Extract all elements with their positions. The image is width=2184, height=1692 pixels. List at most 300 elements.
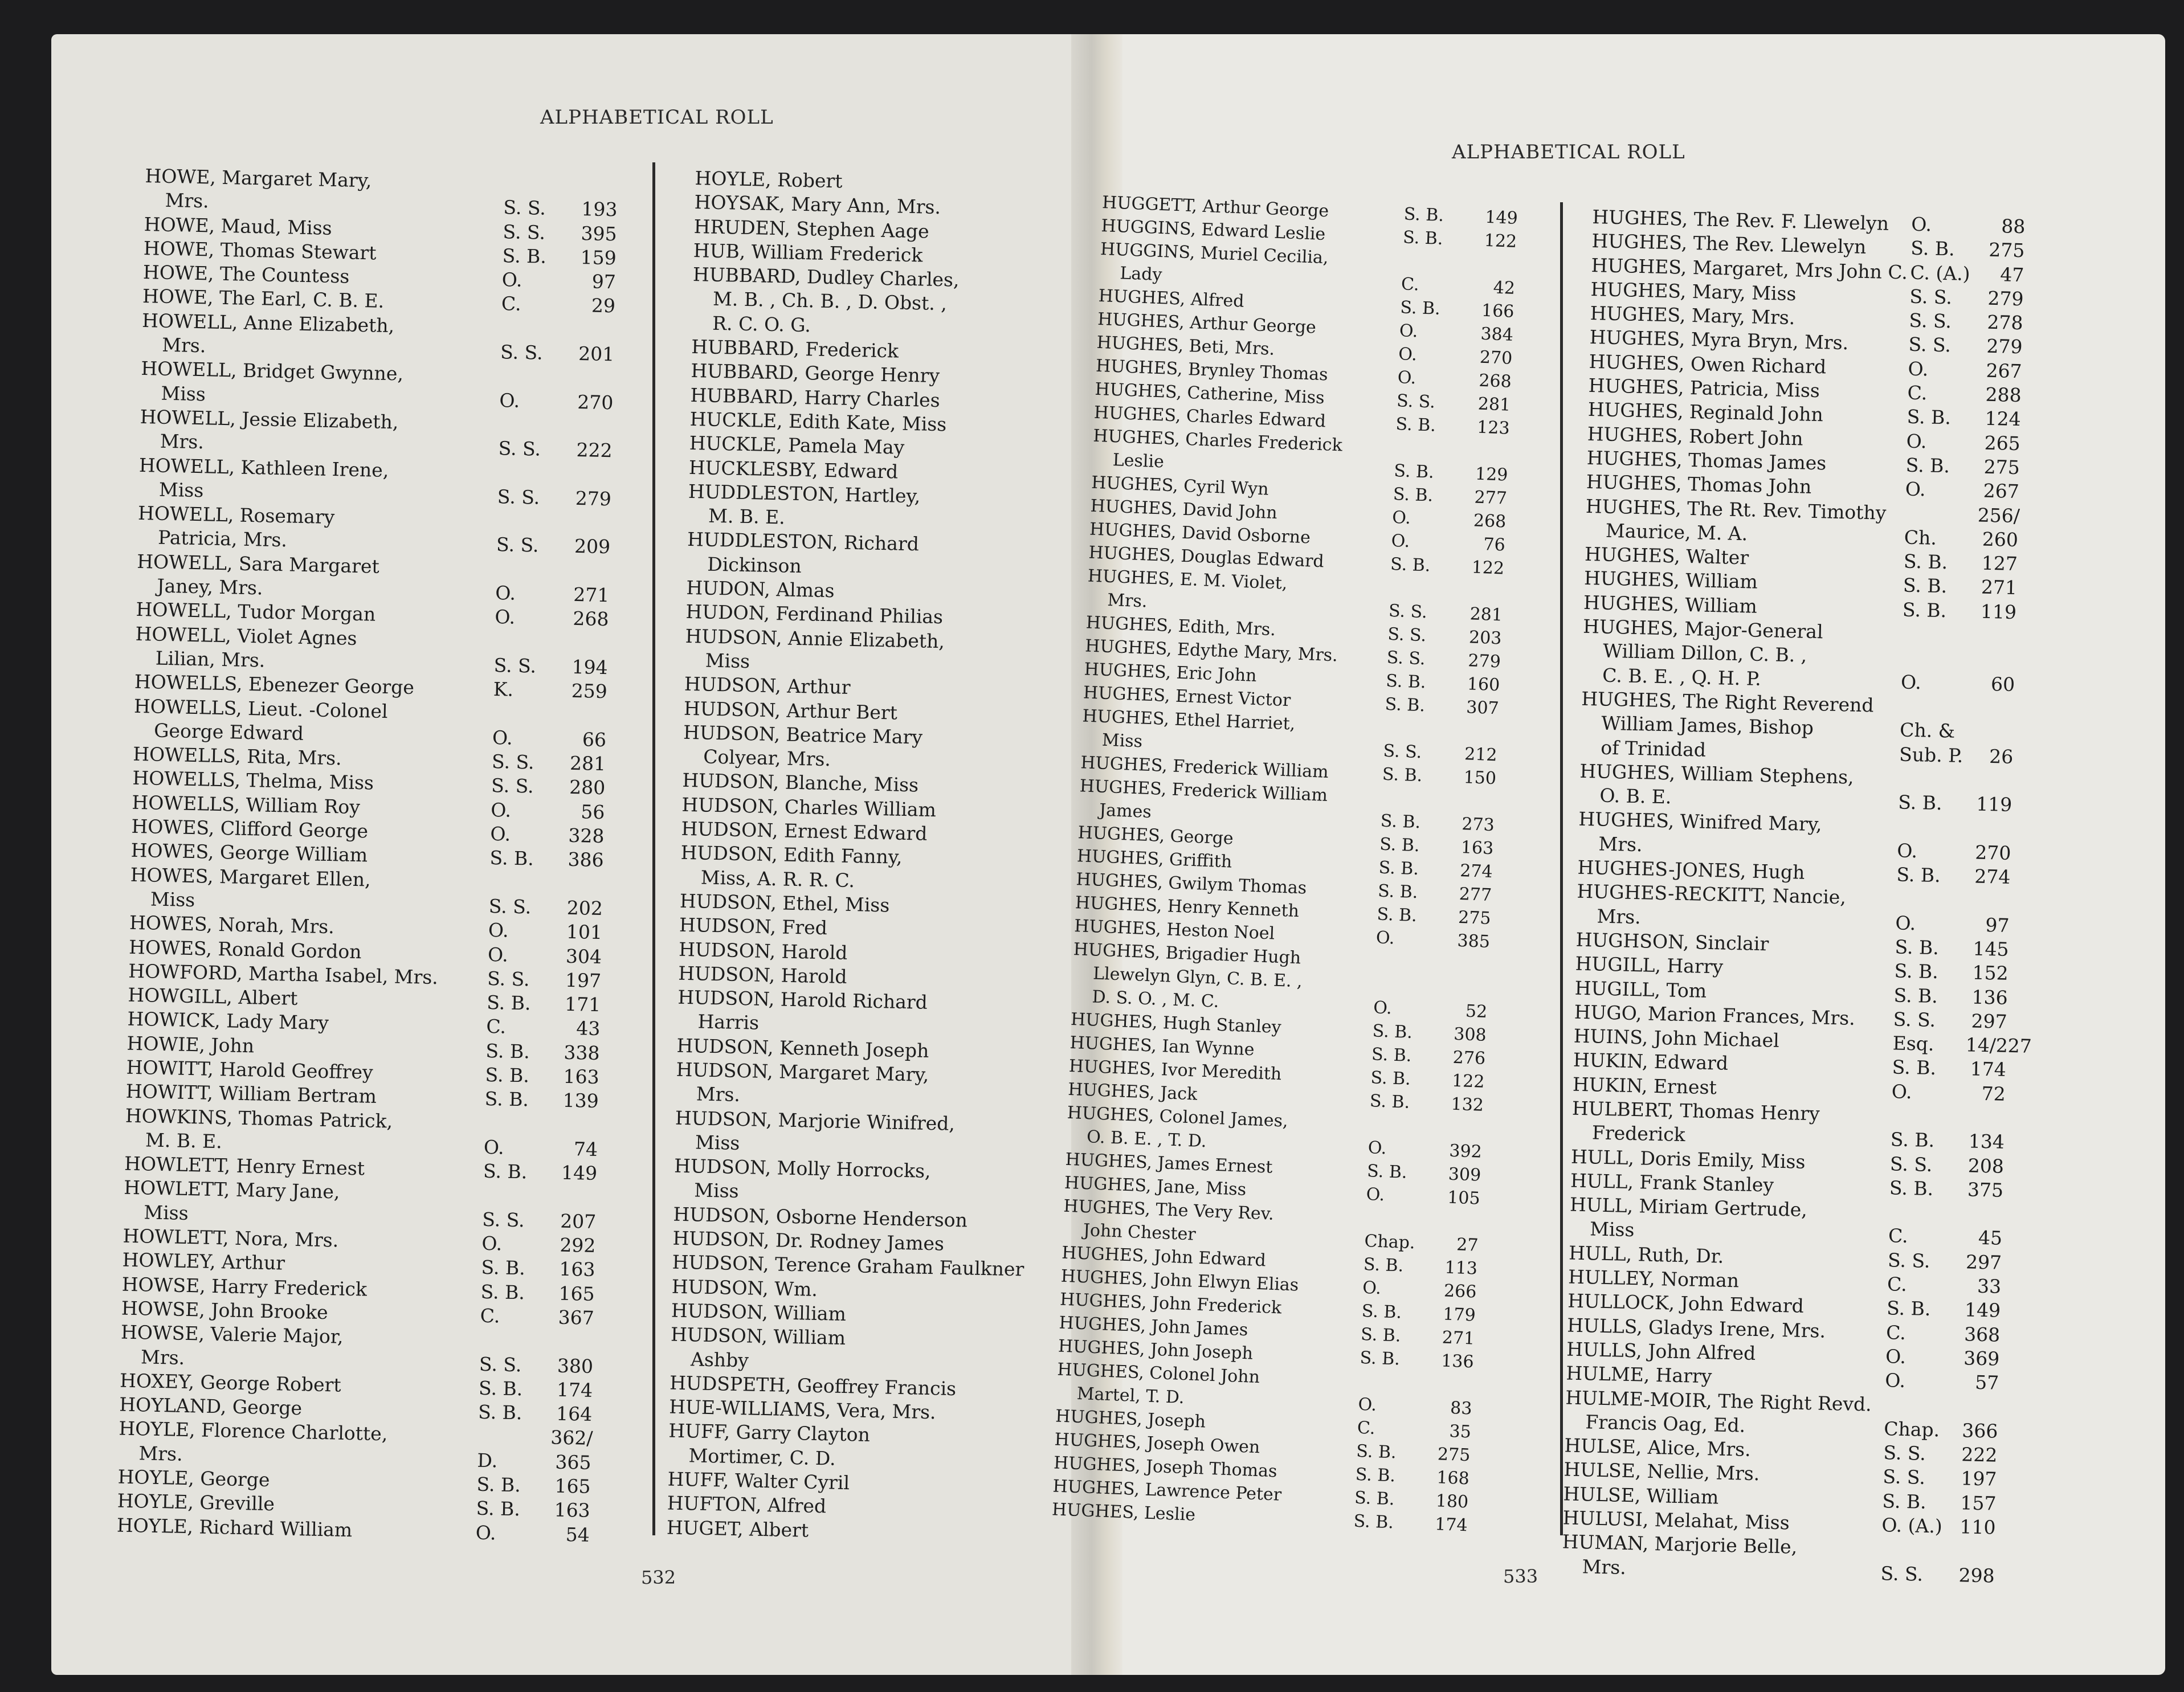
entry-page: 267 — [1983, 479, 2020, 503]
entry-page — [1438, 1209, 1480, 1234]
entry-page — [1018, 173, 1060, 198]
entry-award: S. S. — [1908, 333, 1952, 357]
right-page-column-1 — [1051, 191, 1518, 1537]
entry-award: S. B. — [1354, 1487, 1395, 1510]
entry-award — [497, 461, 571, 487]
entry-name: HOWSE, John Brooke — [121, 1297, 329, 1324]
entry-name: Martel, T. D. — [1076, 1383, 1185, 1408]
entry-page — [570, 462, 612, 487]
entry-page: 101 — [566, 920, 603, 944]
entry-page — [999, 1089, 1040, 1114]
entry-name: R. C. O. G. — [712, 312, 811, 337]
entry-name: HUGHES-RECKITT, Nancie, — [1577, 880, 1847, 909]
entry-award: O. — [1362, 1277, 1382, 1299]
entry-award: S. S. — [503, 220, 546, 244]
entry-page: 207 — [560, 1209, 597, 1233]
entry-page: 271 — [1442, 1327, 1475, 1349]
entry-page — [1003, 1233, 1038, 1258]
entry-page: 259 — [571, 680, 608, 703]
entry-name: Lilian, Mrs. — [155, 647, 266, 672]
entry-page: 122 — [1451, 1070, 1485, 1092]
entry-name: HOYLE, Florence Charlotte, — [119, 1417, 388, 1445]
entry-award: S. B. — [502, 244, 547, 268]
entry-name: HUDSON, Annie Elizabeth, — [685, 624, 945, 652]
entry-name: Ashby — [690, 1347, 749, 1371]
entry-award — [479, 1328, 553, 1354]
entry-award: S. S. — [1909, 285, 1953, 309]
entry-page: 392 — [1448, 1141, 1483, 1162]
entry-name: HULME, Harry — [1566, 1362, 1712, 1388]
entry-name: Janey, Mrs. — [157, 574, 263, 599]
entry-page: 267 — [1986, 359, 2023, 382]
entry-page: 149 — [1964, 1298, 2001, 1322]
entry-award: S. B. — [1905, 453, 1950, 477]
entry-name: HULLS, John Alfred — [1566, 1338, 1756, 1364]
entry-award: S. S. — [1909, 309, 1952, 333]
entry-page: 163 — [563, 1065, 600, 1089]
entry-award: O. — [1896, 839, 1918, 862]
entry-name: HUGHSON, Sinclair — [1575, 928, 1769, 955]
entry-award — [1891, 1104, 1964, 1129]
entry-page — [1010, 583, 1051, 608]
entry-name: HUGHES, Gwilym Thomas — [1075, 869, 1307, 898]
entry-page — [1012, 462, 1054, 487]
entry-award: O. — [1885, 1345, 1907, 1368]
entry-name: HUCKLESBY, Edward — [688, 456, 899, 483]
entry-award — [936, 798, 1007, 824]
entry-name: HOWELLS, Ebenezer George — [134, 671, 415, 699]
entry-page — [1017, 221, 1059, 246]
entry-name: HUGHES, Edythe Mary, Mrs. — [1084, 636, 1338, 666]
entry-award — [1902, 622, 1975, 648]
entry-page — [1017, 246, 1058, 271]
entry-page — [1011, 607, 1051, 632]
entry-page: 163 — [559, 1258, 595, 1281]
entry-name: HUDSON, Harold — [677, 962, 847, 988]
entry-name: HUGHES, James Ernest — [1065, 1149, 1273, 1178]
entry-award: S. S. — [497, 485, 540, 509]
entry-award: S. B. — [1379, 834, 1420, 856]
entry-page — [995, 1281, 1036, 1306]
entry-award: S. S. — [481, 1208, 525, 1232]
entry-name: HOWELL, Sara Margaret — [136, 550, 380, 578]
entry-award: S. S. — [1386, 647, 1426, 669]
entry-page — [1954, 1539, 1995, 1564]
entry-page — [1014, 390, 1055, 415]
entry-name: Llewelyn Glyn, C. B. E. , — [1092, 963, 1303, 992]
entry-page: 222 — [576, 439, 613, 462]
entry-name: HOWES, George William — [130, 839, 368, 867]
entry-page: 281 — [1477, 394, 1511, 415]
entry-award: C. — [1887, 1273, 1908, 1296]
entry-award — [967, 1208, 1013, 1233]
entry-name: Francis Oag, Ed. — [1585, 1411, 1746, 1437]
entry-name: HOXEY, George Robert — [119, 1369, 342, 1396]
entry-page — [1012, 1209, 1038, 1234]
entry-name: HUDSON, Terence Graham Faulkner — [672, 1250, 1024, 1281]
entry-page — [1000, 1065, 1041, 1090]
entry-award — [945, 171, 1019, 197]
entry-award: S. S. — [487, 967, 530, 991]
entry-award — [959, 268, 1022, 294]
entry-name: HOWSE, Harry Frederick — [121, 1273, 368, 1301]
entry-name: HOWES, Norah, Mrs. — [129, 911, 335, 938]
entry-name: HUGGINS, Edward Leslie — [1100, 215, 1326, 245]
entry-page: 386 — [568, 848, 604, 872]
entry-name: HUGHES, Colonel John — [1056, 1359, 1260, 1388]
entry-award: S. B. — [1382, 764, 1423, 786]
entry-award: S. B. — [485, 1063, 530, 1087]
entry-page — [1003, 920, 1044, 945]
entry-name: HUINS, John Michael — [1573, 1024, 1780, 1052]
entry-page: 150 — [1463, 767, 1497, 789]
entry-page: 72 — [1981, 1082, 2006, 1105]
entry-page — [1015, 414, 1055, 439]
entry-award — [1358, 1370, 1432, 1396]
entry-page: 47 — [1999, 263, 2024, 286]
entry-award: S. B. — [1907, 405, 1952, 429]
entry-page: 278 — [1987, 310, 2023, 334]
entry-page: 277 — [1473, 487, 1508, 509]
entry-award: S. S. — [500, 341, 543, 364]
entry-page: 174 — [1434, 1514, 1468, 1536]
entry-award: S. B. — [1360, 1324, 1402, 1346]
entry-award: O. — [483, 1135, 505, 1159]
entry-page: 297 — [1971, 1010, 2008, 1033]
entry-award — [1374, 972, 1447, 999]
entry-page: 260 — [1982, 528, 2019, 551]
entry-page: 298 — [1958, 1563, 1995, 1587]
entry-name: HULL, Frank Stanley — [1570, 1169, 1774, 1196]
entry-name: HUDSON, Arthur — [684, 673, 851, 699]
entry-page — [1032, 1258, 1037, 1282]
entry-page — [1007, 703, 1049, 728]
entry-page: 88 — [2001, 215, 2026, 238]
entry-name: Maurice, M. A. — [1605, 519, 1748, 545]
entry-name: Leslie — [1112, 450, 1165, 472]
entry-award — [921, 1304, 995, 1330]
entry-award: C. (A.) — [1910, 261, 1971, 285]
entry-award: S. B. — [1395, 414, 1436, 436]
entry-award: S. B. — [1903, 574, 1948, 598]
entry-name: HUGHES, Mary, Miss — [1590, 277, 1797, 305]
entry-award: S. B. — [1369, 1091, 1410, 1113]
entry-name: HUGHES, Mary, Mrs. — [1590, 302, 1795, 329]
entry-name: Mrs. — [1107, 590, 1148, 612]
entry-name: William James, Bishop — [1601, 712, 1814, 739]
entry-award: S. B. — [1895, 935, 1940, 959]
entry-name: HUGHES, The Rt. Rev. Timothy — [1585, 494, 1887, 524]
entry-page — [999, 1161, 1039, 1186]
entry-page: 163 — [1460, 837, 1494, 859]
entry-page — [1001, 1040, 1042, 1065]
entry-award: C. — [486, 1015, 507, 1038]
entry-page — [1011, 487, 1053, 512]
entry-page: 145 — [1973, 937, 2009, 961]
entry-award — [942, 316, 1016, 342]
entry-award: S. B. — [1380, 811, 1421, 833]
entry-page: 288 — [1985, 383, 2022, 407]
entry-award: O. — [1391, 507, 1411, 529]
entry-award — [917, 1497, 991, 1522]
entry-name: HOWE, The Countess — [142, 261, 350, 288]
entry-page: 43 — [575, 1017, 601, 1040]
entry-award: S. B. — [1889, 1176, 1934, 1200]
entry-award — [1899, 766, 1972, 792]
entry-award: O. — [1908, 357, 1929, 381]
entry-award: O. — [1366, 1184, 1385, 1205]
entry-name: Mrs. — [138, 1441, 183, 1465]
entry-page — [994, 1330, 1035, 1355]
entry-award: S. B. — [1893, 983, 1938, 1007]
entry-name: HUDSON, Edith Fanny, — [680, 841, 903, 869]
entry-page — [1006, 775, 1047, 800]
entry-award — [1383, 716, 1457, 742]
entry-award: O. — [487, 943, 509, 966]
entry-name: James — [1099, 800, 1152, 823]
entry-name: HOYLE, Richard William — [116, 1514, 353, 1541]
entry-name: HUGHES, Edith, Mrs. — [1085, 612, 1276, 640]
entry-page: 203 — [1468, 627, 1503, 649]
entry-award: S. S. — [1396, 391, 1436, 412]
entry-name: HUGHES, David Osborne — [1089, 519, 1311, 548]
entry-page: 268 — [1473, 510, 1507, 532]
entry-award: S. B. — [1363, 1254, 1404, 1276]
entry-award: O. — [499, 389, 520, 412]
entry-page: 275 — [1983, 455, 2020, 479]
entry-award: C. — [1888, 1224, 1909, 1248]
entry-award — [937, 557, 1011, 583]
entry-name: Miss — [705, 649, 750, 673]
entry-award — [496, 557, 569, 583]
entry-page — [1018, 197, 1059, 222]
entry-award: O. — [492, 726, 513, 749]
left-page-column-2 — [667, 166, 1060, 1547]
entry-award: S. B. — [1361, 1301, 1402, 1323]
entry-name: HUGHES, Beti, Mrs. — [1096, 332, 1275, 359]
entry-page: 276 — [1452, 1047, 1486, 1069]
entry-page: 119 — [1980, 600, 2017, 623]
entry-page: 270 — [577, 390, 614, 414]
entry-name: HUGHES, Jack — [1067, 1079, 1198, 1105]
entry-page — [1970, 816, 2012, 841]
entry-award: Ch. — [1904, 526, 1937, 549]
entry-award: C. — [1401, 274, 1420, 295]
entry-award: S. B. — [1360, 1347, 1401, 1370]
entry-name: HUGHES-JONES, Hugh — [1577, 856, 1805, 884]
entry-page: 307 — [1465, 697, 1500, 719]
entry-page — [991, 1450, 1033, 1475]
entry-name: HOWICK, Lady Mary — [127, 1008, 329, 1035]
entry-page: 74 — [573, 1138, 598, 1160]
entry-name: Miss — [161, 382, 206, 405]
entry-page — [1006, 751, 1048, 776]
entry-name: O. B. E. — [1599, 784, 1672, 808]
entry-name: HULLEY, Norman — [1567, 1265, 1740, 1292]
entry-award: K. — [493, 678, 514, 701]
entry-award: Chap. — [1364, 1231, 1416, 1253]
entry-page: 149 — [1484, 207, 1518, 228]
entry-award — [921, 1328, 994, 1354]
entry-name: HUGHES, Griffith — [1076, 846, 1232, 872]
entry-name: Harris — [697, 1010, 760, 1035]
entry-award: O. — [495, 606, 516, 629]
entry-page: 273 — [1461, 814, 1495, 836]
entry-name: HUDSON, Ernest Edward — [681, 817, 928, 845]
entry-page — [1006, 799, 1047, 824]
entry-page: 171 — [564, 992, 601, 1016]
entry-page: 27 — [1456, 1235, 1479, 1256]
entry-page — [991, 1474, 1032, 1499]
entry-name: HUDSON, Fred — [679, 913, 828, 939]
entry-page — [1010, 558, 1052, 583]
entry-award: S. S. — [1883, 1441, 1926, 1465]
entry-name: HUGHES, Thomas James — [1586, 446, 1827, 475]
entry-page — [990, 1498, 1032, 1523]
entry-page — [1973, 720, 2014, 745]
entry-award — [477, 1424, 551, 1450]
entry-page — [1011, 534, 1052, 559]
entry-award: S. B. — [1376, 904, 1418, 926]
entry-page: 362/ — [550, 1426, 593, 1450]
entry-name: HUDSON, Harold — [678, 938, 848, 964]
entry-name: HUGHES, David John — [1090, 496, 1278, 524]
entry-name: HOWE, The Earl, C. B. E. — [142, 285, 385, 313]
entry-award: S. B. — [1385, 694, 1426, 716]
entry-name: Miss — [1589, 1217, 1635, 1241]
entry-award: S. B. — [1393, 484, 1434, 506]
entry-name: HOWE, Margaret Mary, — [145, 164, 372, 192]
entry-award — [919, 1424, 993, 1450]
entry-award: S. B. — [1371, 1044, 1412, 1066]
entry-name: HUDSON, Charles William — [681, 793, 937, 821]
entry-page: 122 — [1471, 557, 1505, 579]
entry-award — [925, 1135, 999, 1161]
entry-name: HUGHES, Lawrence Peter — [1052, 1476, 1282, 1505]
entry-name: HUDDLESTON, Richard — [687, 528, 920, 555]
entry-page — [1447, 975, 1489, 1000]
entry-name: HOWSE, Valerie Major, — [120, 1321, 344, 1348]
entry-page: 83 — [1450, 1398, 1473, 1419]
entry-page: 52 — [1465, 1001, 1488, 1022]
entry-name: HUE-WILLIAMS, Vera, Mrs. — [668, 1395, 936, 1424]
entry-award: S. B. — [1377, 881, 1418, 903]
entry-award — [942, 340, 1015, 366]
entry-name: HOWELLS, Lieut. -Colonel — [133, 694, 389, 722]
entry-page — [574, 318, 615, 343]
entry-page: 338 — [564, 1041, 600, 1064]
entry-award: O. — [1375, 927, 1395, 949]
entry-name: HUGHES, Catherine, Miss — [1094, 379, 1325, 408]
entry-name: HUCKLE, Edith Kate, Miss — [689, 407, 947, 436]
entry-award — [917, 1521, 990, 1546]
right-page-column-2 — [1561, 205, 2032, 1588]
entry-award: C. — [480, 1304, 500, 1327]
entry-award — [1901, 646, 1975, 672]
entry-award — [489, 870, 562, 896]
entry-name: HUGHES, George — [1077, 823, 1234, 849]
entry-award — [946, 292, 1018, 318]
entry-page — [1971, 768, 2013, 793]
entry-award: S. B. — [481, 1256, 526, 1280]
entry-page: 35 — [1449, 1421, 1472, 1442]
entry-award: S. B. — [1372, 1021, 1413, 1043]
entry-page: 123 — [1476, 417, 1511, 439]
entry-award: O. (A.) — [1881, 1514, 1943, 1538]
entry-award: S. S. — [1883, 1465, 1926, 1489]
entry-award — [1381, 786, 1455, 812]
entry-name: HUGHES, Arthur George — [1097, 309, 1317, 338]
entry-award — [1394, 436, 1468, 462]
entry-name: HUGHES, Leslie — [1051, 1499, 1196, 1525]
entry-page: 380 — [557, 1354, 594, 1378]
entry-page — [1012, 631, 1050, 656]
entry-name: HUBBARD, Frederick — [691, 336, 899, 362]
entry-name: HUGHES, John Edward — [1061, 1243, 1267, 1271]
entry-page: 274 — [1974, 865, 2011, 888]
entry-page — [1013, 438, 1054, 463]
entry-page — [1007, 679, 1049, 704]
entry-page: 129 — [1475, 464, 1509, 485]
entry-award — [931, 846, 1005, 872]
entry-page — [1003, 872, 1045, 897]
entry-name: HUGHES, The Rev. F. Llewelyn — [1592, 205, 1889, 235]
entry-award: O. — [1900, 671, 1922, 693]
entry-page: 194 — [571, 655, 609, 679]
entry-page — [1454, 789, 1496, 814]
entry-page — [1962, 1201, 2003, 1227]
entry-name: HUGHES, Winifred Mary, — [1578, 808, 1822, 836]
entry-page: 119 — [1975, 792, 2012, 816]
entry-award — [929, 1039, 1001, 1065]
entry-name: HOWKINS, Thomas Patrick, — [125, 1104, 393, 1133]
entry-award — [483, 1183, 556, 1209]
entry-name: HUDSPETH, Geoffrey Francis — [669, 1371, 957, 1400]
entry-award: S. B. — [476, 1497, 521, 1521]
entry-page: 209 — [574, 535, 611, 558]
entry-award: O. — [1891, 1080, 1912, 1103]
entry-name: HULSE, William — [1563, 1482, 1719, 1509]
entry-page: 174 — [1970, 1057, 2007, 1081]
entry-name: HOWLETT, Nora, Mrs. — [123, 1224, 339, 1252]
entry-page — [570, 510, 611, 536]
entry-name: HUDSON, Beatrice Mary — [683, 721, 923, 749]
entry-page — [990, 1522, 1031, 1547]
entry-award: O. — [1391, 530, 1410, 552]
entry-name: HOWELL, Anne Elizabeth, — [141, 309, 395, 337]
entry-page: 110 — [1960, 1515, 1996, 1539]
entry-name: HOWELL, Bridget Gwynne, — [141, 357, 404, 385]
entry-name: Mrs. — [165, 189, 210, 212]
entry-page — [998, 1137, 1040, 1162]
entry-award: S. S. — [1388, 600, 1428, 623]
entry-award — [1375, 949, 1448, 975]
entry-name: HULBERT, Thomas Henry — [1571, 1097, 1820, 1125]
entry-name: HUGHES, Thomas John — [1586, 471, 1812, 498]
entry-page: 197 — [1961, 1467, 1997, 1491]
entry-page: 56 — [580, 800, 605, 823]
entry-award: S. S. — [498, 437, 541, 460]
entry-award — [933, 750, 1007, 775]
entry-award — [484, 1111, 557, 1137]
entry-name: HUGHES, Ernest Victor — [1083, 682, 1291, 711]
entry-name: HUGHES, Charles Edward — [1093, 402, 1326, 432]
entry-page — [565, 703, 607, 728]
entry-page — [1957, 1395, 1999, 1420]
entry-name: HUGHES, Heston Noel — [1073, 916, 1275, 944]
entry-award — [930, 894, 1003, 920]
entry-award — [938, 509, 1012, 534]
